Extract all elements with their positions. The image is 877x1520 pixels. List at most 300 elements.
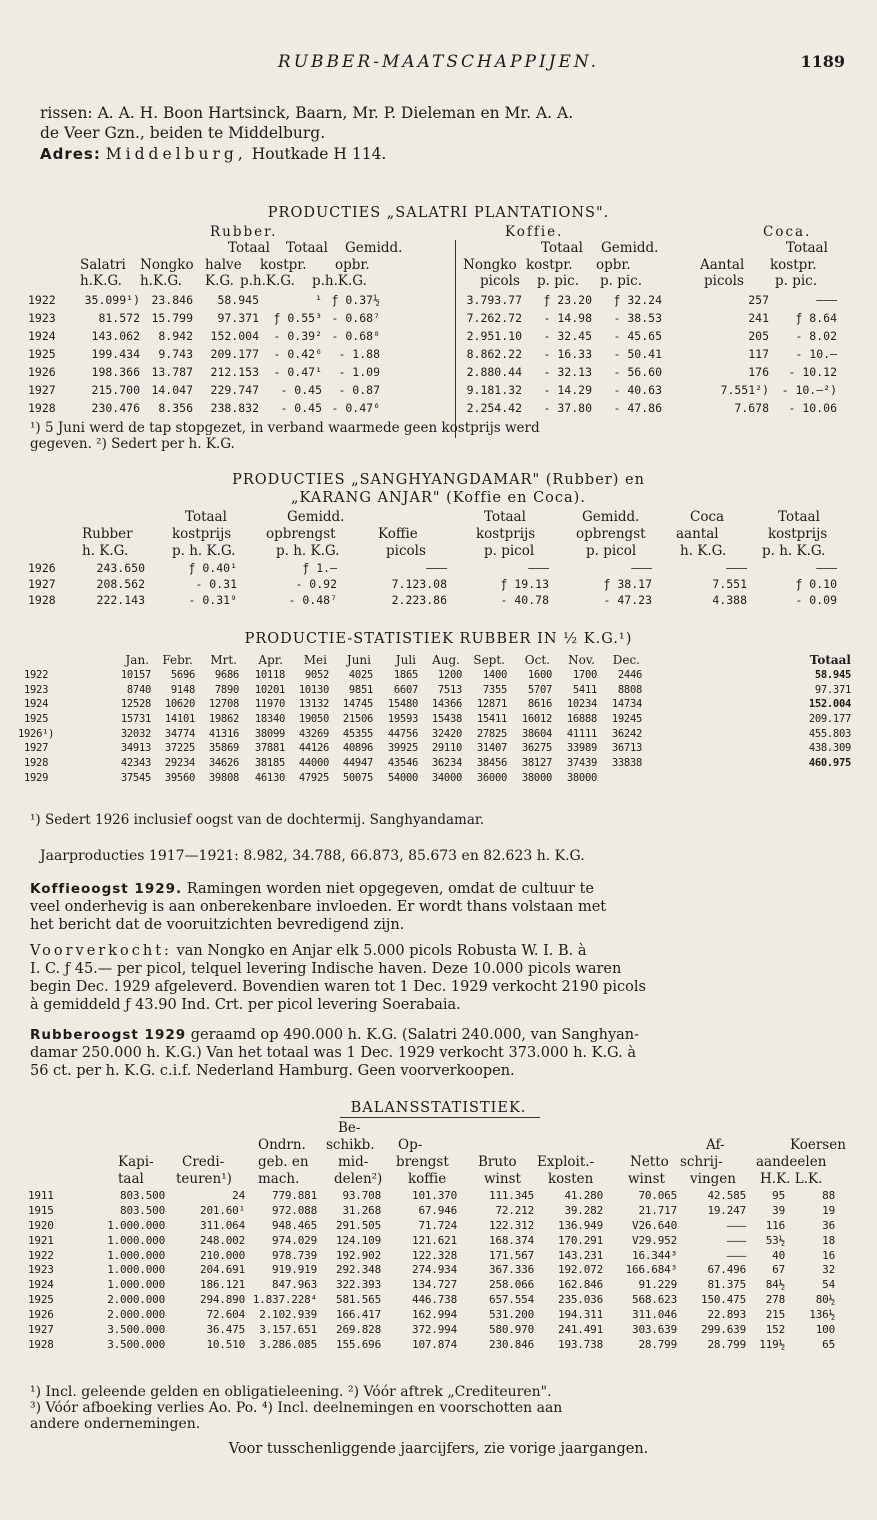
cell: 9052 (304, 669, 329, 681)
cell: 1.000.000 (107, 1218, 165, 1232)
closing-note: Voor tusschenliggende jaarcijfers, zie vorige jaargangen. (228, 1441, 649, 1457)
address-city: Middelburg, (105, 145, 247, 163)
balans-table (0, 1189, 877, 1353)
unit-a: h.K.G. (80, 273, 122, 289)
cell: - 14.29 (543, 383, 592, 397)
cell: 31407 (476, 742, 507, 755)
rubberoogst-label: Rubberoogst 1929 (30, 1027, 187, 1043)
cell: 15411 (476, 713, 507, 726)
cell: 7.678 (734, 401, 769, 415)
cell: 198.366 (91, 365, 140, 379)
hdr: delen²) (334, 1171, 383, 1187)
cell: - 32.13 (543, 365, 592, 379)
cell: 1926 (28, 561, 56, 575)
cell: 568.623 (632, 1293, 677, 1307)
cell: 248.002 (200, 1233, 245, 1247)
table-row (0, 771, 877, 786)
cell-total: 209.177 (808, 713, 851, 726)
cell: 1400 (482, 669, 507, 681)
cell: 299.639 (701, 1323, 746, 1337)
cell: 39808 (208, 771, 239, 784)
cell: 779.881 (272, 1189, 317, 1202)
statistiek-footnote: ¹) Sedert 1926 inclusief oogst van de dochtermij. Sanghyandamar. (30, 812, 485, 828)
cell: 28.799 (638, 1337, 677, 1351)
cell: 65 (822, 1337, 835, 1351)
cell: 16.344³ (632, 1248, 677, 1262)
cell: 5707 (527, 683, 552, 696)
rubberoogst-line-2: damar 250.000 h. K.G.) Van het totaal was 1 Dec. 1929 verkocht 373.000 h. K.G. à (30, 1045, 636, 1061)
cell: 136½ (809, 1308, 835, 1322)
cell-total: 460.975 (808, 757, 851, 770)
cell: 7.551 (712, 577, 747, 591)
cell: 1926 (28, 365, 56, 379)
h-gemidd-2: Gemidd. (582, 509, 640, 525)
cell: 34626 (208, 757, 239, 770)
hdr: brengst (396, 1154, 449, 1170)
cell: 152.004 (210, 329, 259, 343)
cell: 44947 (342, 757, 373, 770)
cell-total: 455.803 (808, 727, 851, 740)
table-row (0, 1204, 877, 1219)
cell: 8.356 (158, 401, 193, 415)
cell: ——— (726, 561, 747, 575)
cell: 948.465 (272, 1218, 317, 1232)
cell: 367.336 (489, 1263, 534, 1277)
cell: 84½ (765, 1278, 785, 1292)
cell: 974.029 (272, 1233, 317, 1247)
cell: 18340 (254, 713, 285, 726)
cell: 21506 (342, 713, 373, 726)
cell: 1921 (28, 1233, 54, 1247)
table-row (0, 668, 877, 683)
sanghyang-header-units (0, 543, 877, 559)
h-kostpr: kostpr. (260, 257, 307, 273)
cell: 322.393 (336, 1278, 381, 1292)
cell: 2.880.44 (466, 365, 522, 379)
salatri-group-header (0, 224, 877, 240)
cell: 4025 (348, 669, 373, 681)
cell: - 8.02 (795, 329, 837, 343)
cell: 37545 (120, 771, 151, 784)
group-koffie: Koffie. (505, 224, 564, 240)
cell: 15731 (120, 713, 151, 726)
h-totaal-1: Totaal (228, 240, 270, 256)
cell: 38185 (254, 757, 285, 770)
cell: 10118 (254, 669, 285, 681)
cell: - 0.47⁶ (331, 401, 380, 415)
cell-total: 152.004 (808, 698, 851, 711)
table-header-row (0, 653, 877, 668)
cell: 1.000.000 (107, 1248, 165, 1262)
salatri-table (0, 291, 877, 417)
cell: 143.231 (558, 1248, 603, 1262)
cell: 38099 (254, 727, 285, 740)
cell: - 14.98 (543, 311, 592, 325)
cell: 33989 (566, 742, 597, 755)
cell: 16012 (521, 713, 552, 726)
cell: 54000 (387, 771, 418, 784)
page-title: RUBBER-MAATSCHAPPIJEN. (277, 52, 600, 72)
voorverkocht-text-1: van Nongko en Anjar elk 5.000 picols Robusta W. I. B. à (171, 943, 587, 959)
h-k-totaal: Totaal (541, 240, 583, 256)
cell: 192.902 (336, 1248, 381, 1262)
cell: 67.496 (707, 1263, 746, 1277)
statistiek-table (0, 653, 877, 668)
cell: 8740 (126, 683, 151, 696)
cell: 54 (822, 1278, 835, 1292)
cell: 311.064 (200, 1218, 245, 1232)
cell: 209.177 (210, 347, 259, 361)
cell: 3.157.651 (259, 1323, 317, 1337)
table-row (0, 1323, 877, 1338)
cell: 10157 (120, 669, 151, 681)
cell: 1600 (527, 669, 552, 681)
cell-total: 97.371 (814, 683, 851, 696)
cell: 29234 (164, 757, 195, 770)
sanghyang-title-2: „KARANG ANJAR" (Koffie en Coca). (291, 490, 586, 506)
h-aantal: aantal (676, 526, 719, 542)
hdr: Ondrn. (258, 1137, 306, 1153)
cell: - 38.53 (613, 311, 662, 325)
cell: ƒ 23.20 (543, 293, 592, 307)
cell: ƒ 8.64 (795, 311, 837, 325)
cell: 38000 (566, 771, 597, 784)
hdr: Kapi- (118, 1154, 154, 1170)
cell: 168.374 (489, 1233, 534, 1247)
cell: 58.945 (217, 293, 259, 307)
cell: ——— (726, 1218, 746, 1232)
cell: 210.000 (200, 1248, 245, 1262)
cell: 978.739 (272, 1248, 317, 1262)
cell: 67.946 (418, 1203, 457, 1217)
cell: 53½ (765, 1233, 785, 1247)
cell: 4.388 (712, 593, 747, 607)
cell: 7.551²) (720, 383, 769, 397)
header-cell: Dec. (612, 653, 640, 667)
cell-total: 58.945 (814, 669, 851, 681)
hdr: koffie (408, 1171, 447, 1187)
cell: 8616 (527, 698, 552, 711)
voorverkocht-line-4: à gemiddeld ƒ 43.90 Ind. Crt. per picol levering Soerabaia. (30, 997, 461, 1013)
cell: 14745 (342, 698, 373, 711)
cell: 8808 (617, 683, 642, 696)
cell: 657.554 (489, 1293, 534, 1307)
table-row (0, 1249, 877, 1264)
hdr: kosten (548, 1171, 594, 1187)
table-row (0, 309, 877, 327)
unit-a: h. K.G. (82, 543, 129, 559)
cell: 122.312 (489, 1218, 534, 1232)
cell: ¹ (315, 293, 322, 307)
cell: 13132 (298, 698, 329, 711)
cell: 166.684³ (625, 1263, 677, 1277)
cell: - 45.65 (613, 329, 662, 343)
cell: 50075 (342, 771, 373, 784)
table-row (0, 1293, 877, 1308)
table-row (0, 592, 877, 608)
cell: - 32.45 (543, 329, 592, 343)
voorverkocht-label: Voorverkocht: (30, 943, 172, 959)
cell: 12708 (208, 698, 239, 711)
cell: ——— (528, 561, 549, 575)
cell: 19245 (611, 713, 642, 726)
cell: 32 (822, 1263, 835, 1277)
header-cell: Totaal (809, 653, 851, 667)
cell: 291.505 (336, 1218, 381, 1232)
cell: - 0.48⁷ (288, 593, 337, 607)
unit-i: picols (704, 273, 744, 289)
hdr: geb. en (258, 1154, 309, 1170)
cell: 1922 (28, 293, 56, 307)
cell: 38127 (521, 757, 552, 770)
cell: 124.109 (336, 1233, 381, 1247)
cell: 97.371 (217, 311, 259, 325)
cell: 21.717 (638, 1203, 677, 1217)
table-row (0, 683, 877, 698)
cell: 19862 (208, 713, 239, 726)
cell: 14734 (611, 698, 642, 711)
cell: 10.510 (206, 1337, 245, 1351)
unit-g: p. pic. (537, 273, 580, 289)
cell: ƒ 0.55³ (273, 311, 322, 325)
cell: - 0.42⁶ (273, 347, 322, 361)
cell: 40896 (342, 742, 373, 755)
intro-text-1: rissen: A. A. H. Boon Hartsinck, Baarn, Mr. P. Dieleman en Mr. A. A. (40, 104, 574, 122)
cell: 33838 (611, 757, 642, 770)
cell: 14101 (164, 713, 195, 726)
cell: 14.047 (151, 383, 193, 397)
hdr: teuren¹) (176, 1171, 232, 1187)
cell: - 0.45 (280, 401, 322, 415)
cell: 101.370 (412, 1189, 457, 1202)
cell: ——— (816, 561, 837, 575)
cell: 19593 (387, 713, 418, 726)
cell: - 40.63 (613, 383, 662, 397)
balans-header-2 (0, 1137, 877, 1153)
cell: 15480 (387, 698, 418, 711)
salatri-footnote-1: ¹) 5 Juni werd de tap stopgezet, in verband waarmede geen kostprijs werd (30, 420, 540, 436)
cell: ——— (631, 561, 652, 575)
header-cell: Jan. (125, 653, 149, 667)
h-nongko: Nongko (140, 257, 194, 273)
cell: 81.572 (98, 311, 140, 325)
cell: - 1.88 (338, 347, 380, 361)
unit-f: p. picol (586, 543, 637, 559)
cell: 1.000.000 (107, 1263, 165, 1277)
unit-h: p. pic. (600, 273, 643, 289)
h-gemidd: Gemidd. (345, 240, 403, 256)
table-row (0, 1278, 877, 1293)
cell: 176 (748, 365, 769, 379)
cell: - 56.60 (613, 365, 662, 379)
h-c-kostpr: kostpr. (770, 257, 817, 273)
cell: 241 (748, 311, 769, 325)
unit-b: h.K.G. (140, 273, 182, 289)
cell: 8.942 (158, 329, 193, 343)
sanghyang-header-2 (0, 526, 877, 542)
cell: 803.500 (120, 1189, 165, 1202)
intro-line-1 (40, 104, 860, 123)
cell: ƒ 38.17 (603, 577, 652, 591)
cell: 3.793.77 (466, 293, 522, 307)
cell: 88 (822, 1189, 835, 1202)
cell: - 10.—²) (781, 383, 837, 397)
table-row (0, 327, 877, 345)
cell: 6607 (393, 683, 418, 696)
cell: 1923 (24, 683, 49, 696)
hdr: Exploit.- (537, 1154, 595, 1170)
hdr: H.K. L.K. (760, 1171, 823, 1187)
sanghyang-title-1: PRODUCTIES „SANGHYANGDAMAR" (Rubber) en (232, 472, 645, 488)
cell: 42343 (120, 757, 151, 770)
cell: 35.099¹) (84, 293, 140, 307)
cell: - 0.31 (195, 577, 237, 591)
cell: 803.500 (120, 1203, 165, 1217)
cell: 91.229 (638, 1278, 677, 1292)
cell: 192.072 (558, 1263, 603, 1277)
cell: 531.200 (489, 1308, 534, 1322)
unit-c: p. h. K.G. (276, 543, 340, 559)
cell: 27825 (476, 727, 507, 740)
unit-d: p.h.K.G. (240, 273, 295, 289)
h-salatri: Salatri (80, 257, 126, 273)
cell: 162.994 (412, 1308, 457, 1322)
salatri-header-units (0, 273, 877, 289)
table-row (0, 1338, 877, 1353)
h-halve: halve (205, 257, 242, 273)
cell: 10234 (566, 698, 597, 711)
header-cell: Aug. (432, 653, 460, 667)
cell: 1865 (393, 669, 418, 681)
cell: 36.475 (206, 1323, 245, 1337)
cell: 136.949 (558, 1218, 603, 1232)
address-line (40, 145, 860, 164)
cell: 143.062 (91, 329, 140, 343)
cell: ƒ 0.10 (795, 577, 837, 591)
cell: 37225 (164, 742, 195, 755)
cell: 100 (815, 1323, 835, 1337)
cell: 2.000.000 (107, 1293, 165, 1307)
cell: 205 (748, 329, 769, 343)
hdr: winst (628, 1171, 665, 1187)
table-row (0, 291, 877, 309)
cell: 7355 (482, 683, 507, 696)
cell: 311.046 (632, 1308, 677, 1322)
balans-header-4 (0, 1171, 877, 1187)
koffieoogst-label: Koffieoogst 1929. (30, 881, 183, 897)
cell: 95 (772, 1189, 785, 1202)
cell: 43269 (298, 727, 329, 740)
cell: 1928 (28, 593, 56, 607)
cell: 29110 (431, 742, 462, 755)
unit-f: picols (480, 273, 520, 289)
cell: 2.951.10 (466, 329, 522, 343)
cell: 208.562 (96, 577, 145, 591)
cell: 12528 (120, 698, 151, 711)
cell: 38456 (476, 757, 507, 770)
cell: 243.650 (96, 561, 145, 575)
unit-e: p.h.K.G. (312, 273, 367, 289)
cell: - 0.09 (795, 593, 837, 607)
h-kostprijs-3: kostprijs (768, 526, 828, 542)
page-number: 1189 (800, 52, 845, 71)
cell: 1920 (28, 1218, 54, 1232)
cell: 31.268 (342, 1203, 381, 1217)
h-opbrengst-2: opbrengst (576, 526, 646, 542)
cell: 2.223.86 (391, 593, 447, 607)
hdr: schikb. (326, 1137, 375, 1153)
cell: 372.994 (412, 1323, 457, 1337)
cell: 14366 (431, 698, 462, 711)
cell: 44126 (298, 742, 329, 755)
cell: - 37.80 (543, 401, 592, 415)
cell: 43546 (387, 757, 418, 770)
cell: 847.963 (272, 1278, 317, 1292)
group-rubber: Rubber. (210, 224, 278, 240)
salatri-header-2 (0, 240, 877, 256)
cell: 23.846 (151, 293, 193, 307)
balans-footnote-2: ³) Vóór afboeking verlies Ao. Po. ⁴) Incl. deelnemingen en voorschotten aan (30, 1400, 563, 1416)
header-cell: Nov. (568, 653, 595, 667)
table-row (0, 712, 877, 727)
hdr: Koersen (790, 1137, 846, 1153)
h-k-opbr: opbr. (596, 257, 631, 273)
cell: 45355 (342, 727, 373, 740)
table-row (0, 727, 877, 742)
cell: 1.000.000 (107, 1233, 165, 1247)
cell: 1915 (28, 1203, 54, 1217)
cell: 122.328 (412, 1248, 457, 1262)
cell: - 0.92 (295, 577, 337, 591)
cell: 1928 (24, 757, 49, 770)
header-cell: Oct. (524, 653, 550, 667)
cell: 32420 (431, 727, 462, 740)
cell: ƒ 19.13 (500, 577, 549, 591)
cell: 2.254.42 (466, 401, 522, 415)
hdr: taal (118, 1171, 144, 1187)
cell: ——— (816, 293, 837, 307)
table-row (0, 345, 877, 363)
cell: 229.747 (210, 383, 259, 397)
cell: ——— (726, 1233, 746, 1247)
header-cell: Apr. (258, 653, 283, 667)
cell: 37439 (566, 757, 597, 770)
hdr: mach. (258, 1171, 300, 1187)
cell: - 40.78 (500, 593, 549, 607)
cell: 155.696 (336, 1337, 381, 1351)
cell: 1924 (28, 1278, 54, 1292)
cell: 10620 (164, 698, 195, 711)
cell: 37881 (254, 742, 285, 755)
intro-line-2 (40, 124, 860, 143)
cell: 36242 (611, 727, 642, 740)
running-header (0, 52, 877, 76)
address-label: Adres: (40, 145, 101, 163)
cell: 9148 (170, 683, 195, 696)
cell: 19050 (298, 713, 329, 726)
cell: 1926¹) (18, 727, 55, 740)
cell: 12871 (476, 698, 507, 711)
header-cell: Mei (303, 653, 327, 667)
cell: 5696 (170, 669, 195, 681)
cell: 72.212 (495, 1203, 534, 1217)
cell: 36234 (431, 757, 462, 770)
voorverkocht-line-1 (30, 942, 860, 961)
cell: 580.970 (489, 1323, 534, 1337)
cell: - 0.87 (338, 383, 380, 397)
koffieoogst-line-1 (30, 880, 860, 899)
cell: 274.934 (412, 1263, 457, 1277)
